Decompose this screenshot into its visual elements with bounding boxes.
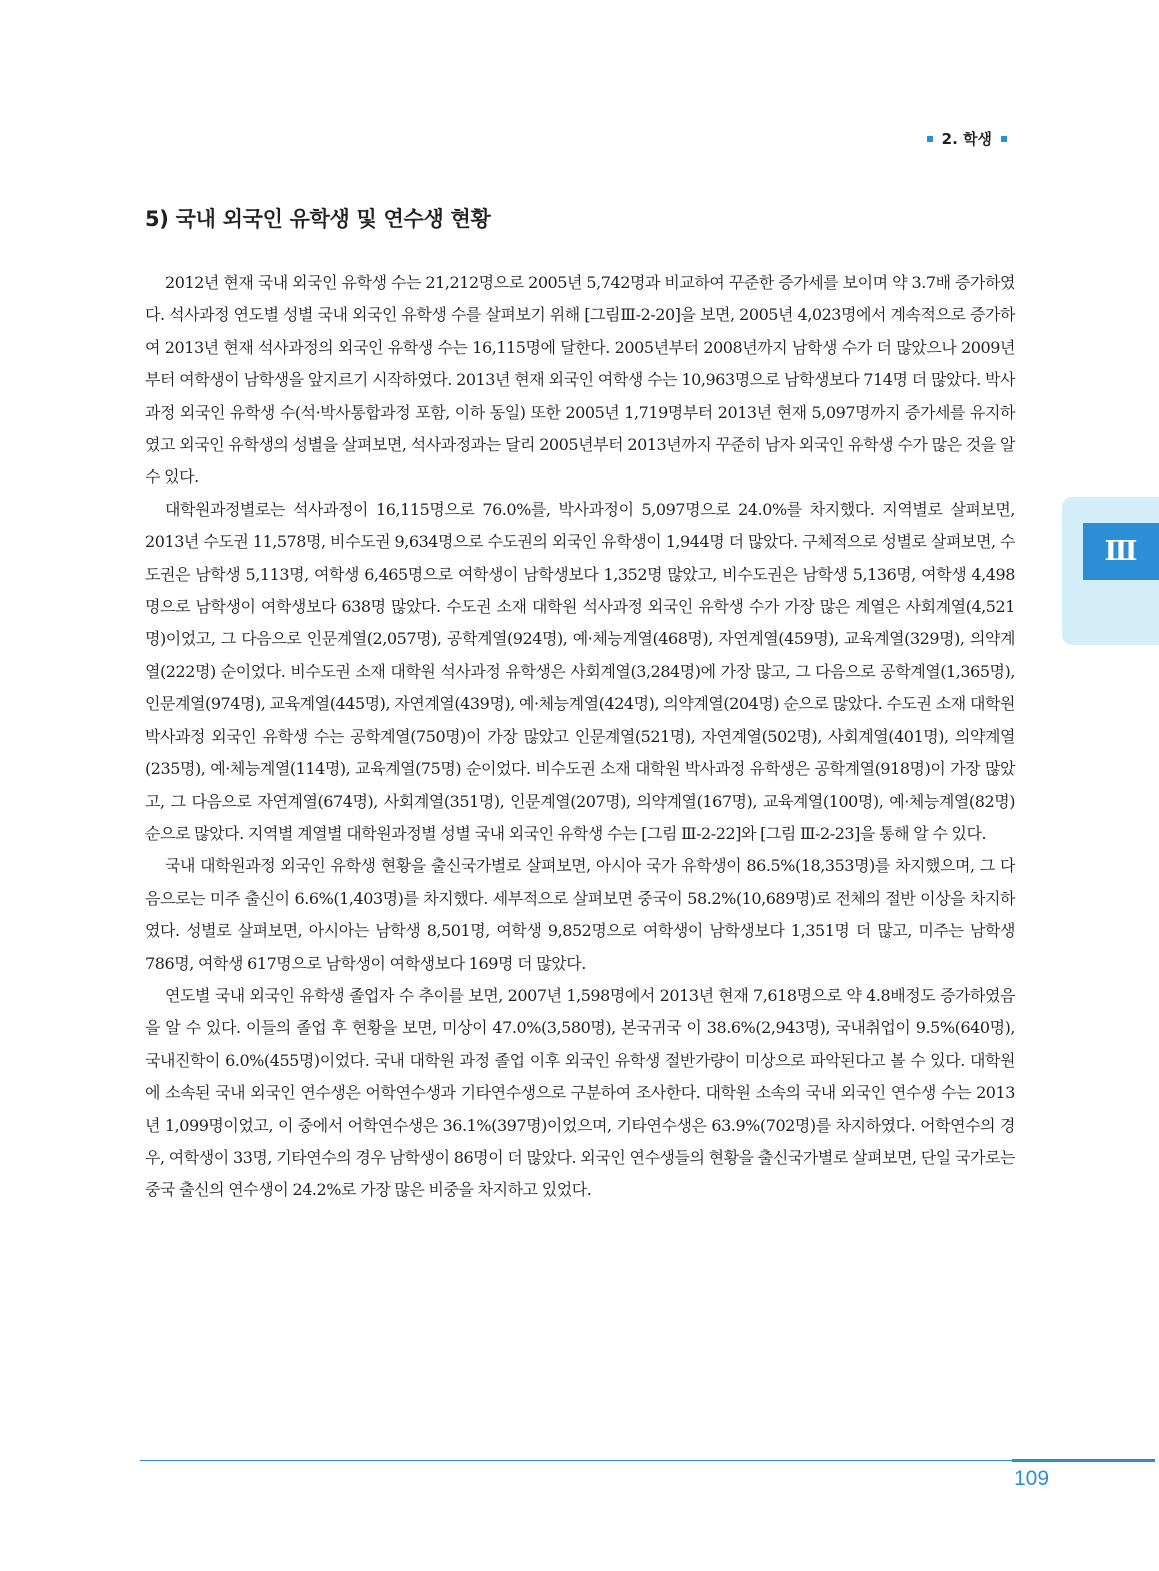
footer-accent-rule [1012, 1459, 1155, 1462]
footer-rule [140, 1460, 1155, 1461]
body-text [145, 267, 1015, 1207]
chapter-tab-label: Ⅲ [1083, 523, 1159, 580]
page-number: 109 [1014, 1467, 1050, 1490]
square-bullet-icon [927, 136, 933, 142]
section-title: 5) 국내 외국인 유학생 및 연수생 현황 [145, 207, 491, 231]
running-header [927, 128, 1007, 149]
paragraph: 대학원과정별로는 석사과정이 16,115명으로 76.0%를, 박사과정이 5,097명으로 24.0%를 차지했다. 지역별로 살펴보면, 2013년 수도권 11,578명, 비수도권 9,634명으로 수도권의 외국인 유학생이 1,944명 더 많았다. 구체적으로 성별로 살펴보면, 수도권은 남학생 5,113명, 여학생 6,465명으로 여학생이 남학생보다 1,352명 많았고, 비수도권은 남학생 5,136명, 여학생 4,498명으로 남학생이 여학생보다 638명 많았다. 수도권 소재 대학원 석사과정 외국인 유학생 수가 가장 많은 계열은 사회계열(4,521명)이었고, 그 다음으로 인문계열(2,057명), 공학계열(924명), 예·체능계열(468명), 자연계열(459명), 교육계열(329명), 의약계열(222명) 순이었다. 비수도권 소재 대학원 석사과정 유학생은 사회계열(3,284명)에 가장 많고, 그 다음으로 공학계열(1,365명), 인문계열(974명), 교육계열(445명), 자연계열(439명), 예·체능계열(424명), 의약계열(204명) 순으로 많았다. 수도권 소재 대학원 박사과정 외국인 유학생 수는 공학계열(750명)이 가장 많았고 인문계열(521명), 자연계열(502명), 사회계열(401명), 의약계열(235명), 예·체능계열(114명), 교육계열(75명) 순이었다. 비수도권 소재 대학원 박사과정 유학생은 공학계열(918명)이 가장 많았고, 그 다음으로 자연계열(674명), 사회계열(351명), 인문계열(207명), 의약계열(167명), 교육계열(100명), 예·체능계열(82명) 순으로 많았다. 지역별 계열별 대학원과정별 성별 국내 외국인 유학생 수는 [그림 Ⅲ-2-22]와 [그림 Ⅲ-2-23]을 통해 알 수 있다. [145, 499, 1015, 843]
paragraph: 2012년 현재 국내 외국인 유학생 수는 21,212명으로 2005년 5,742명과 비교하여 꾸준한 증가세를 보이며 약 3.7배 증가하였다. 석사과정 연도별 성별 국내 외국인 유학생 수를 살펴보기 위해 [그림Ⅲ-2-20]을 보면, 2005년 4,023명에서 계속적으로 증가하여 2013년 현재 석사과정의 외국인 유학생 수는 16,115명에 달한다. 2005년부터 2008년까지 남학생 수가 더 많았으나 2009년부터 여학생이 남학생을 앞지르기 시작하였다. 2013년 현재 외국인 여학생 수는 10,963명으로 남학생보다 714명 더 많았다. 박사과정 외국인 유학생 수(석·박사통합과정 포함, 이하 동일) 또한 2005년 1,719명부터 2013년 현재 5,097명까지 증가세를 유지하였고 외국인 유학생의 성별을 살펴보면, 석사과정과는 달리 2005년부터 2013년까지 꾸준히 남자 외국인 유학생 수가 많은 것을 알 수 있다. [145, 273, 1015, 487]
square-bullet-icon [1001, 136, 1007, 142]
paragraph: 연도별 국내 외국인 유학생 졸업자 수 추이를 보면, 2007년 1,598명에서 2013년 현재 7,618명으로 약 4.8배정도 증가하였음을 알 수 있다. 이들의 졸업 후 현황을 보면, 미상이 47.0%(3,580명), 본국귀국 이 38.6%(2,943명), 국내취업이 9.5%(640명), 국내진학이 6.0%(455명)이었다. 국내 대학원 과정 졸업 이후 외국인 유학생 절반가량이 미상으로 파악된다고 볼 수 있다. 대학원에 소속된 국내 외국인 연수생은 어학연수생과 기타연수생으로 구분하여 조사한다. 대학원 소속의 국내 외국인 연수생 수는 2013년 1,099명이었고, 이 중에서 어학연수생은 36.1%(397명)이었으며, 기타연수생은 63.9%(702명)를 차지하였다. 어학연수의 경우, 여학생이 33명, 기타연수의 경우 남학생이 86명이 더 많았다. 외국인 연수생들의 현황을 출신국가별로 살펴보면, 단일 국가로는 중국 출신의 연수생이 24.2%로 가장 많은 비중을 차지하고 있었다. [145, 985, 1015, 1200]
paragraph: 국내 대학원과정 외국인 유학생 현황을 출신국가별로 살펴보면, 아시아 국가 유학생이 86.5%(18,353명)를 차지했으며, 그 다음으로는 미주 출신이 6.6%(1,403명)를 차지했다. 세부적으로 살펴보면 중국이 58.2%(10,689명)로 전체의 절반 이상을 차지하였다. 성별로 살펴보면, 아시아는 남학생 8,501명, 여학생 9,852명으로 여학생이 남학생보다 1,351명 더 많고, 미주는 남학생 786명, 여학생 617명으로 남학생이 여학생보다 169명 더 많았다. [145, 856, 1015, 973]
running-header-title: 2. 학생 [941, 130, 992, 148]
